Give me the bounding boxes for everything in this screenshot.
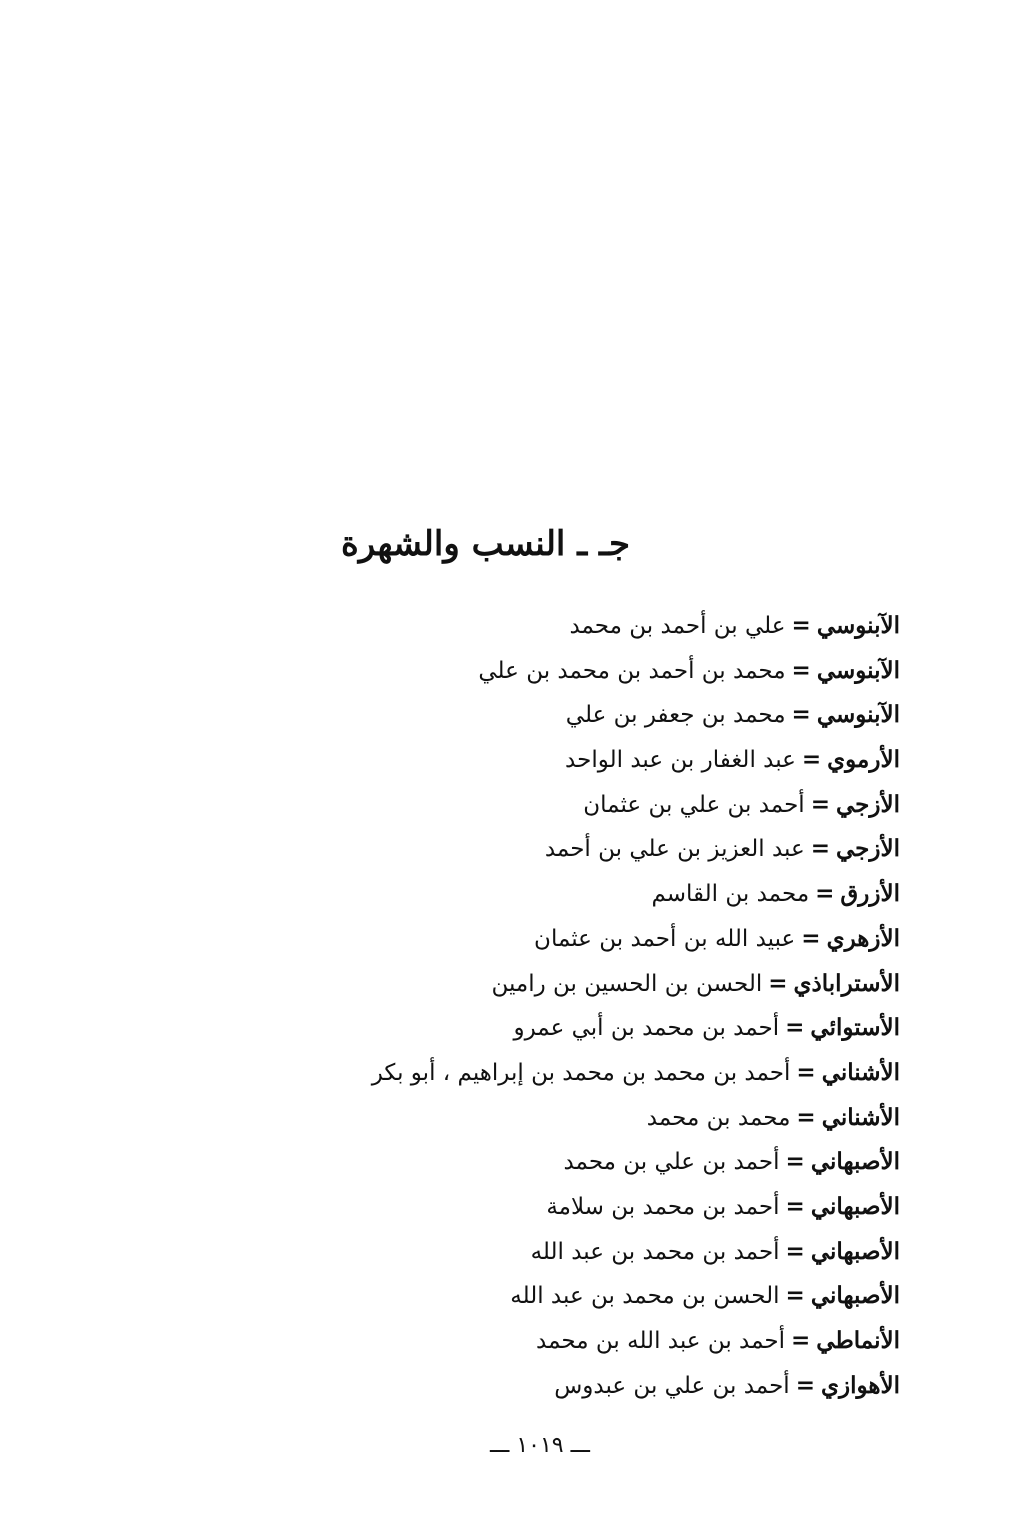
nisba-label: الأصبهاني bbox=[810, 1148, 900, 1176]
nisba-label: الأشناني bbox=[821, 1103, 900, 1131]
list-item bbox=[340, 1006, 900, 1051]
nisba-label: الآبنوسي bbox=[816, 656, 900, 684]
list-item bbox=[340, 693, 900, 738]
page-number: ـــ ١٠١٩ ـــ bbox=[490, 1433, 590, 1458]
person-name: الحسن بن الحسين بن رامين bbox=[491, 970, 763, 997]
list-item bbox=[340, 1096, 900, 1141]
equals-sign: = bbox=[810, 835, 830, 863]
person-name: محمد بن أحمد بن محمد بن علي bbox=[478, 657, 786, 684]
nisba-label: الأصبهاني bbox=[810, 1192, 900, 1220]
person-name: أحمد بن علي بن محمد bbox=[563, 1149, 780, 1176]
person-name: الحسن بن محمد بن عبد الله bbox=[510, 1283, 780, 1310]
person-name: أحمد بن محمد بن عبد الله bbox=[530, 1238, 780, 1265]
person-name: أحمد بن علي بن عثمان bbox=[583, 791, 805, 818]
list-item bbox=[340, 1364, 900, 1409]
equals-sign: = bbox=[791, 612, 811, 639]
list-item bbox=[340, 872, 900, 917]
nisba-label: الآبنوسي bbox=[816, 701, 900, 729]
nisba-label: الآبنوسي bbox=[816, 612, 900, 639]
equals-sign: = bbox=[785, 1282, 805, 1310]
person-name: عبيد الله بن أحمد بن عثمان bbox=[534, 925, 796, 952]
list-item bbox=[340, 604, 900, 649]
nisba-label: الأشناني bbox=[821, 1058, 900, 1086]
list-item bbox=[340, 827, 900, 872]
nisba-label: الأزهري bbox=[826, 924, 900, 952]
list-item bbox=[340, 649, 900, 694]
person-name: أحمد بن محمد بن أبي عمرو bbox=[513, 1015, 780, 1042]
person-name: أحمد بن عبد الله بن محمد bbox=[536, 1328, 786, 1354]
equals-sign: = bbox=[810, 790, 830, 818]
equals-sign: = bbox=[791, 1327, 811, 1354]
list-item bbox=[340, 738, 900, 783]
person-name: محمد بن القاسم bbox=[651, 881, 810, 908]
person-name: أحمد بن علي بن عبدوس bbox=[554, 1372, 790, 1399]
list-item bbox=[340, 1140, 900, 1185]
nisba-label: الأزجي bbox=[835, 835, 900, 863]
equals-sign: = bbox=[815, 880, 835, 908]
list-item bbox=[340, 1051, 900, 1096]
equals-sign: = bbox=[801, 924, 821, 952]
list-item bbox=[340, 917, 900, 962]
nisba-label: الأهوازي bbox=[820, 1371, 900, 1399]
equals-sign: = bbox=[791, 701, 811, 729]
nisba-label: الأستراباذي bbox=[793, 969, 900, 997]
person-name: أحمد بن محمد بن محمد بن إبراهيم ، أبو بكر bbox=[371, 1059, 791, 1086]
nisba-label: الأستوائي bbox=[810, 1014, 900, 1042]
equals-sign: = bbox=[768, 969, 788, 997]
nisba-label: الأصبهاني bbox=[810, 1237, 900, 1265]
nisba-label: الأزجي bbox=[835, 790, 900, 818]
equals-sign: = bbox=[785, 1014, 805, 1042]
person-name: عبد الغفار بن عبد الواحد bbox=[565, 747, 796, 774]
nisba-entry-list bbox=[340, 604, 900, 1408]
nisba-label: الأصبهاني bbox=[810, 1282, 900, 1310]
section-title: جـ ـ النسب والشهرة bbox=[340, 524, 630, 564]
equals-sign: = bbox=[785, 1148, 805, 1176]
person-name: أحمد بن محمد بن سلامة bbox=[546, 1193, 780, 1220]
nisba-label: الأزرق bbox=[840, 880, 900, 908]
list-item bbox=[340, 1185, 900, 1230]
person-name: محمد بن جعفر بن علي bbox=[565, 702, 786, 729]
equals-sign: = bbox=[785, 1192, 805, 1220]
equals-sign: = bbox=[795, 1371, 815, 1399]
person-name: محمد بن محمد bbox=[646, 1104, 791, 1131]
equals-sign: = bbox=[801, 746, 822, 774]
equals-sign: = bbox=[791, 656, 811, 684]
equals-sign: = bbox=[785, 1237, 805, 1265]
list-item bbox=[340, 1230, 900, 1275]
equals-sign: = bbox=[796, 1103, 816, 1131]
list-item bbox=[340, 962, 900, 1007]
list-item bbox=[340, 1319, 900, 1364]
nisba-label: الأرموي bbox=[827, 746, 900, 774]
nisba-label: الأنماطي bbox=[816, 1327, 900, 1354]
list-item bbox=[340, 783, 900, 828]
equals-sign: = bbox=[796, 1058, 816, 1086]
person-name: علي بن أحمد بن محمد bbox=[569, 613, 786, 639]
list-item bbox=[340, 1274, 900, 1319]
person-name: عبد العزيز بن علي بن أحمد bbox=[544, 836, 805, 863]
